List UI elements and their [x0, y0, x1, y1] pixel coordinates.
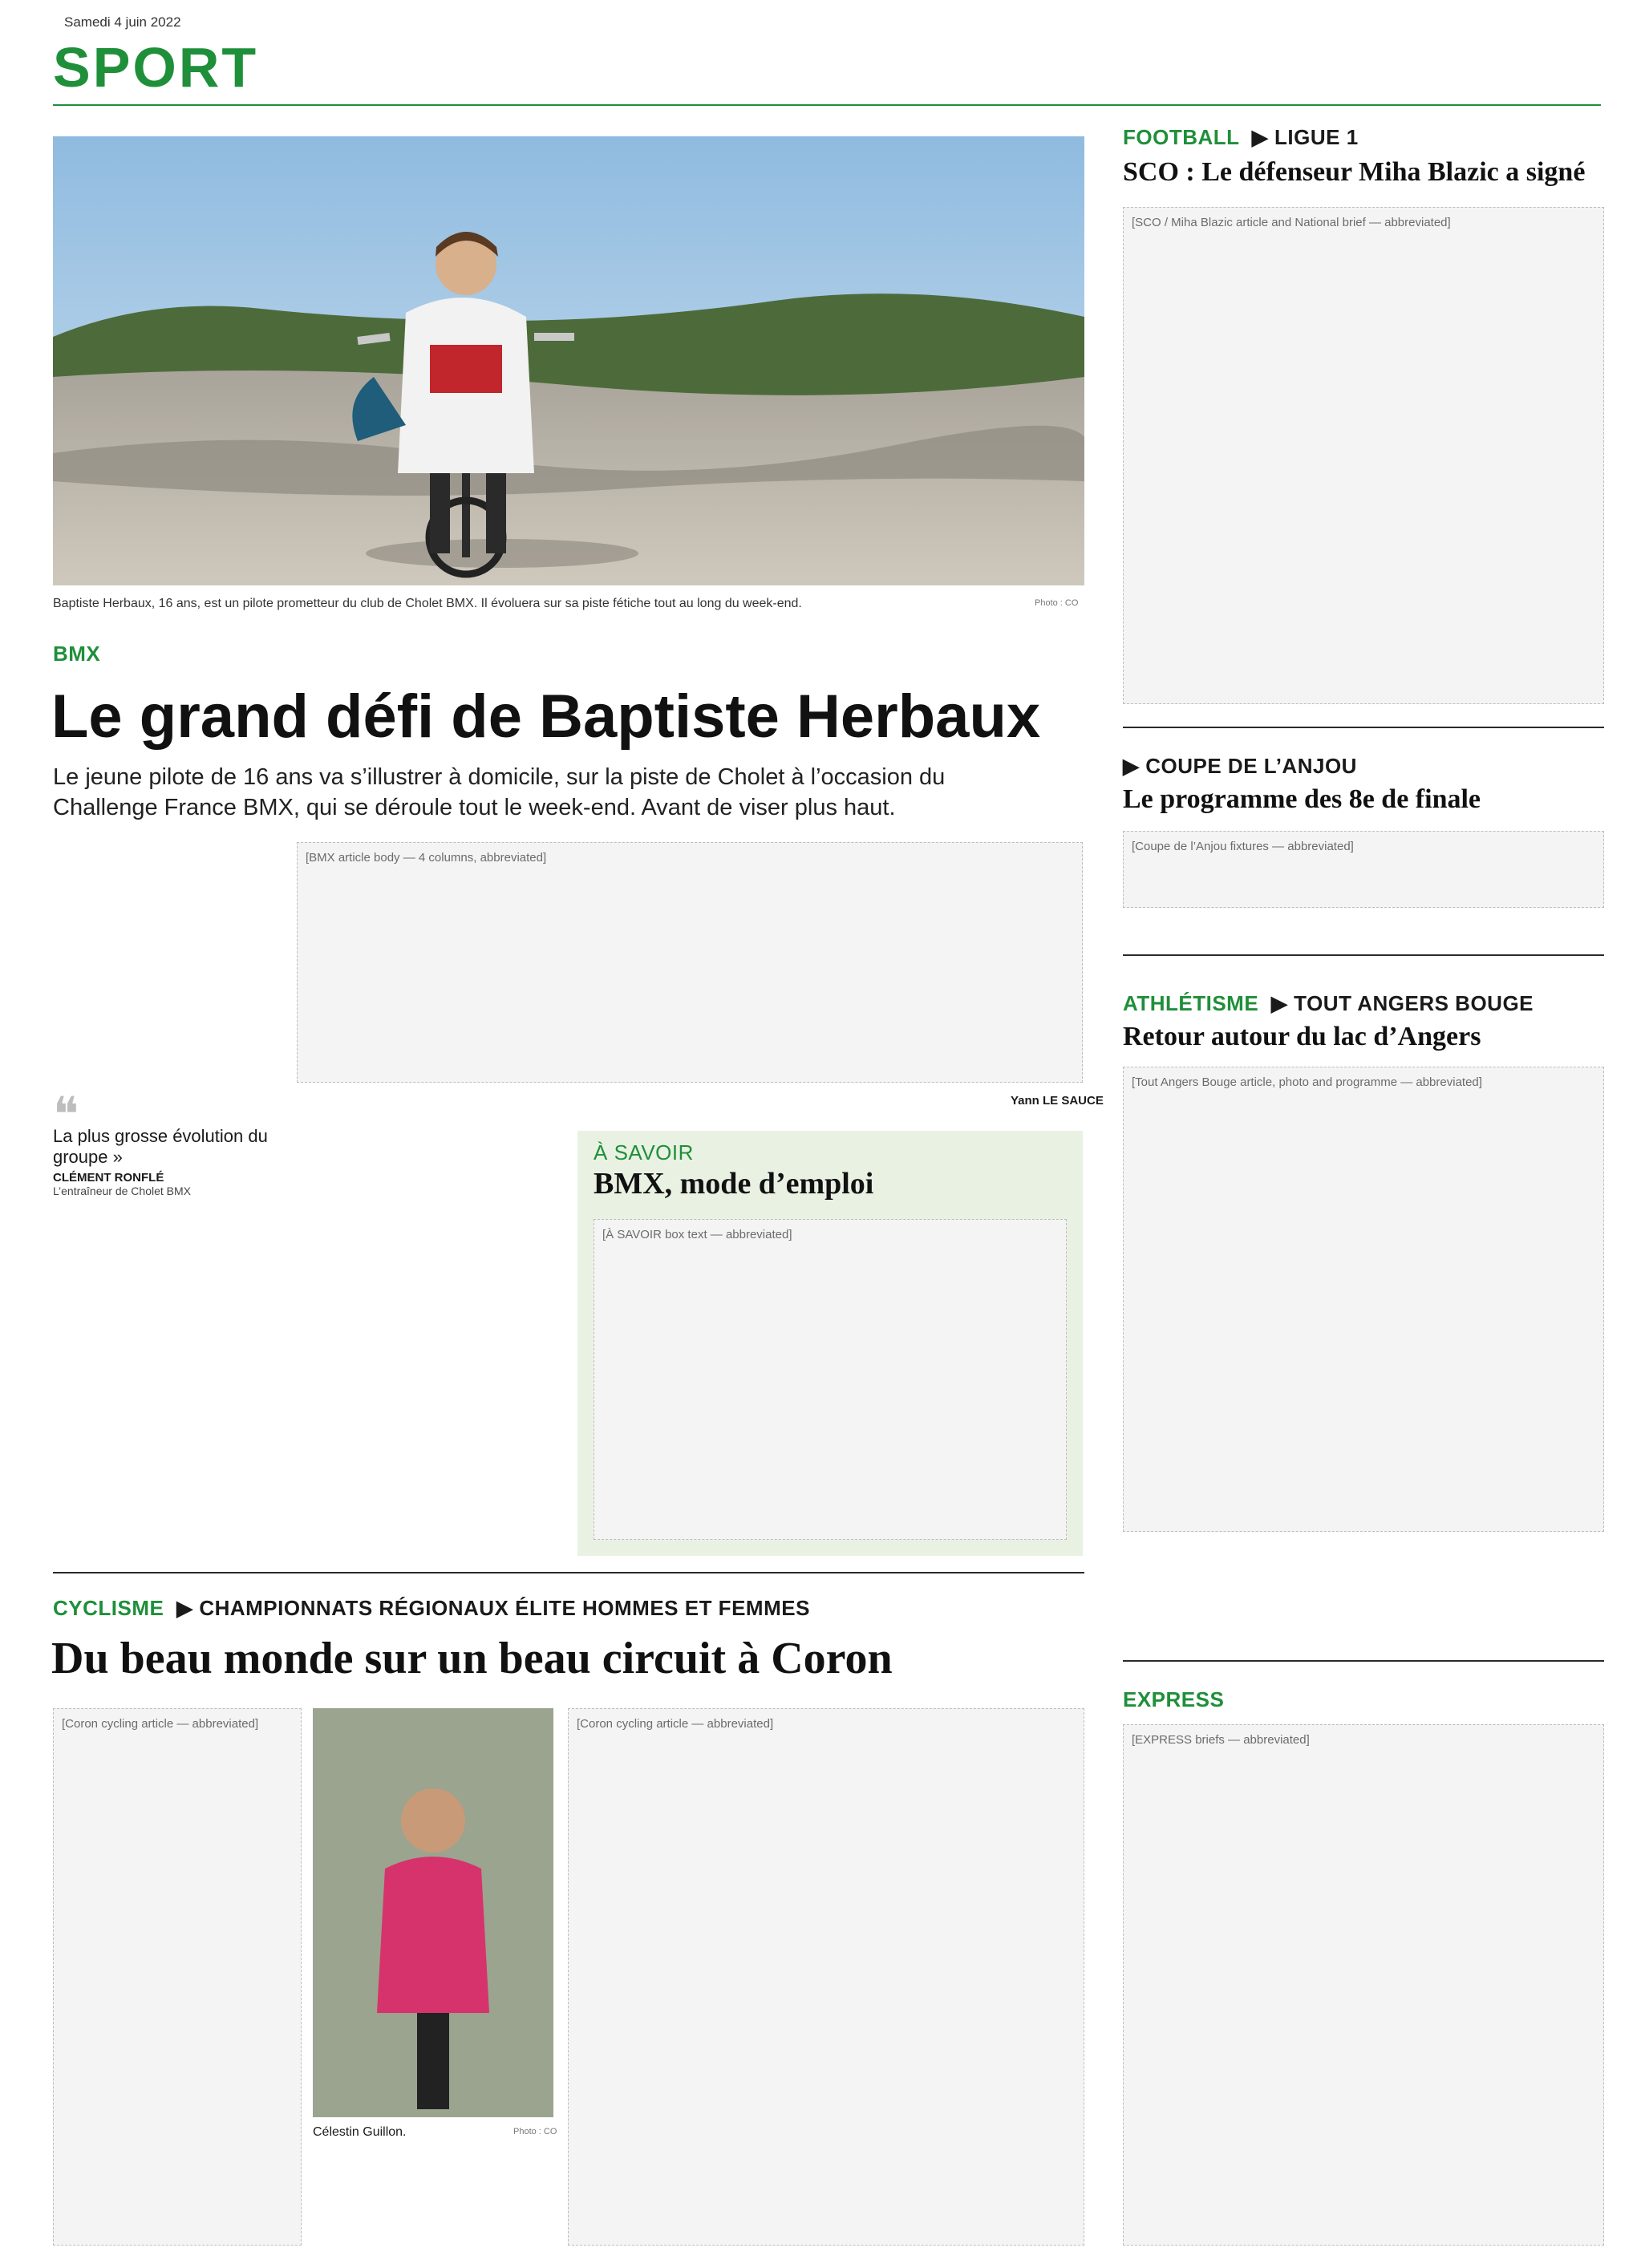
bmx-standfirst: Le jeune pilote de 16 ans va s’illustrer à domicile, sur la piste de Cholet à l’occasion du Challenge France BMX, qui se déroule tout le week-end. Avant de viser plus haut.	[53, 764, 946, 820]
cyclisme-body-placeholder: [Coron cycling article — abbreviated]	[53, 1708, 302, 2246]
bmx-signature: Yann LE SAUCE	[1011, 1094, 1104, 1108]
coupe-triangle-icon: ▶	[1123, 754, 1140, 778]
cyclisme-top-rule	[53, 1572, 1084, 1573]
bmx-rider-photo-illustration	[53, 136, 1084, 585]
express-top-rule	[1123, 1660, 1604, 1662]
coupe-title: Le programme des 8e de finale	[1123, 784, 1481, 814]
cyclisme-photo-credit: Photo : CO	[513, 2127, 557, 2136]
cyclisme-kicker	[53, 1596, 810, 1621]
coupe-kicker	[1123, 754, 1357, 779]
cyclisme-title: Du beau monde sur un beau circuit à Coron	[51, 1634, 893, 1683]
coupe-body-placeholder: [Coupe de l’Anjou fixtures — abbreviated]	[1123, 831, 1604, 908]
cyclisme-triangle-icon: ▶	[176, 1596, 193, 1620]
athletisme-kicker	[1123, 991, 1534, 1016]
athletisme-kicker-label: ATHLÉTISME	[1123, 991, 1259, 1015]
quote-text: La plus grosse évolution du groupe »	[53, 1126, 268, 1167]
coupe-kicker-label: COUPE DE L’ANJOU	[1145, 754, 1357, 778]
cyclisme-kicker-sub: CHAMPIONNATS RÉGIONAUX ÉLITE HOMMES ET FEMMES	[199, 1596, 810, 1620]
bmx-body-placeholder: [BMX article body — 4 columns, abbreviated]	[297, 842, 1083, 1083]
lead-photo	[53, 136, 1084, 585]
cyclisme-photo	[313, 1708, 553, 2117]
coupe-top-rule	[1123, 727, 1604, 728]
quote-mark-icon: ❝	[53, 1088, 79, 1141]
quote-author: CLÉMENT RONFLÉ	[53, 1171, 164, 1185]
cyclisme-photo-caption: Célestin Guillon.	[313, 2125, 407, 2139]
savoir-title: BMX, mode d’emploi	[594, 1167, 874, 1201]
football-title: SCO : Le défenseur Miha Blazic a signé	[1123, 157, 1586, 187]
athletisme-body-placeholder: [Tout Angers Bouge article, photo and programme — abbreviated]	[1123, 1067, 1604, 1532]
football-body-placeholder: [SCO / Miha Blazic article and National brief — abbreviated]	[1123, 207, 1604, 704]
cyclist-photo-illustration	[313, 1708, 553, 2117]
athletisme-triangle-icon: ▶	[1270, 991, 1288, 1015]
lead-photo-caption: Baptiste Herbaux, 16 ans, est un pilote prometteur du club de Cholet BMX. Il évoluera sur sa piste fétiche tout au long du week-end.	[53, 597, 802, 610]
bmx-pull-quote	[53, 1088, 286, 1197]
lead-photo-credit: Photo : CO	[1035, 598, 1079, 608]
football-kicker-label: FOOTBALL	[1123, 125, 1240, 149]
header-rule	[53, 104, 1601, 106]
athletisme-title: Retour autour du lac d’Angers	[1123, 1022, 1481, 1051]
cyclisme-kicker-label: CYCLISME	[53, 1596, 164, 1620]
athletisme-kicker-sub: TOUT ANGERS BOUGE	[1294, 991, 1534, 1015]
football-kicker	[1123, 125, 1359, 150]
cyclisme-body-right-placeholder: [Coron cycling article — abbreviated]	[568, 1708, 1084, 2246]
athletisme-top-rule	[1123, 954, 1604, 956]
triangle-right-icon: ▶	[1251, 125, 1269, 149]
page-date: Samedi 4 juin 2022	[64, 14, 181, 30]
bmx-kicker: BMX	[53, 642, 101, 666]
savoir-body-placeholder: [À SAVOIR box text — abbreviated]	[594, 1219, 1067, 1540]
bmx-headline: Le grand défi de Baptiste Herbaux	[51, 682, 1041, 751]
express-title: EXPRESS	[1123, 1687, 1225, 1711]
football-kicker-sub: LIGUE 1	[1274, 125, 1359, 149]
savoir-kicker: À SAVOIR	[594, 1140, 694, 1164]
express-body-placeholder: [EXPRESS briefs — abbreviated]	[1123, 1724, 1604, 2246]
section-title: SPORT	[53, 36, 259, 99]
quote-role: L’entraîneur de Cholet BMX	[53, 1185, 191, 1197]
